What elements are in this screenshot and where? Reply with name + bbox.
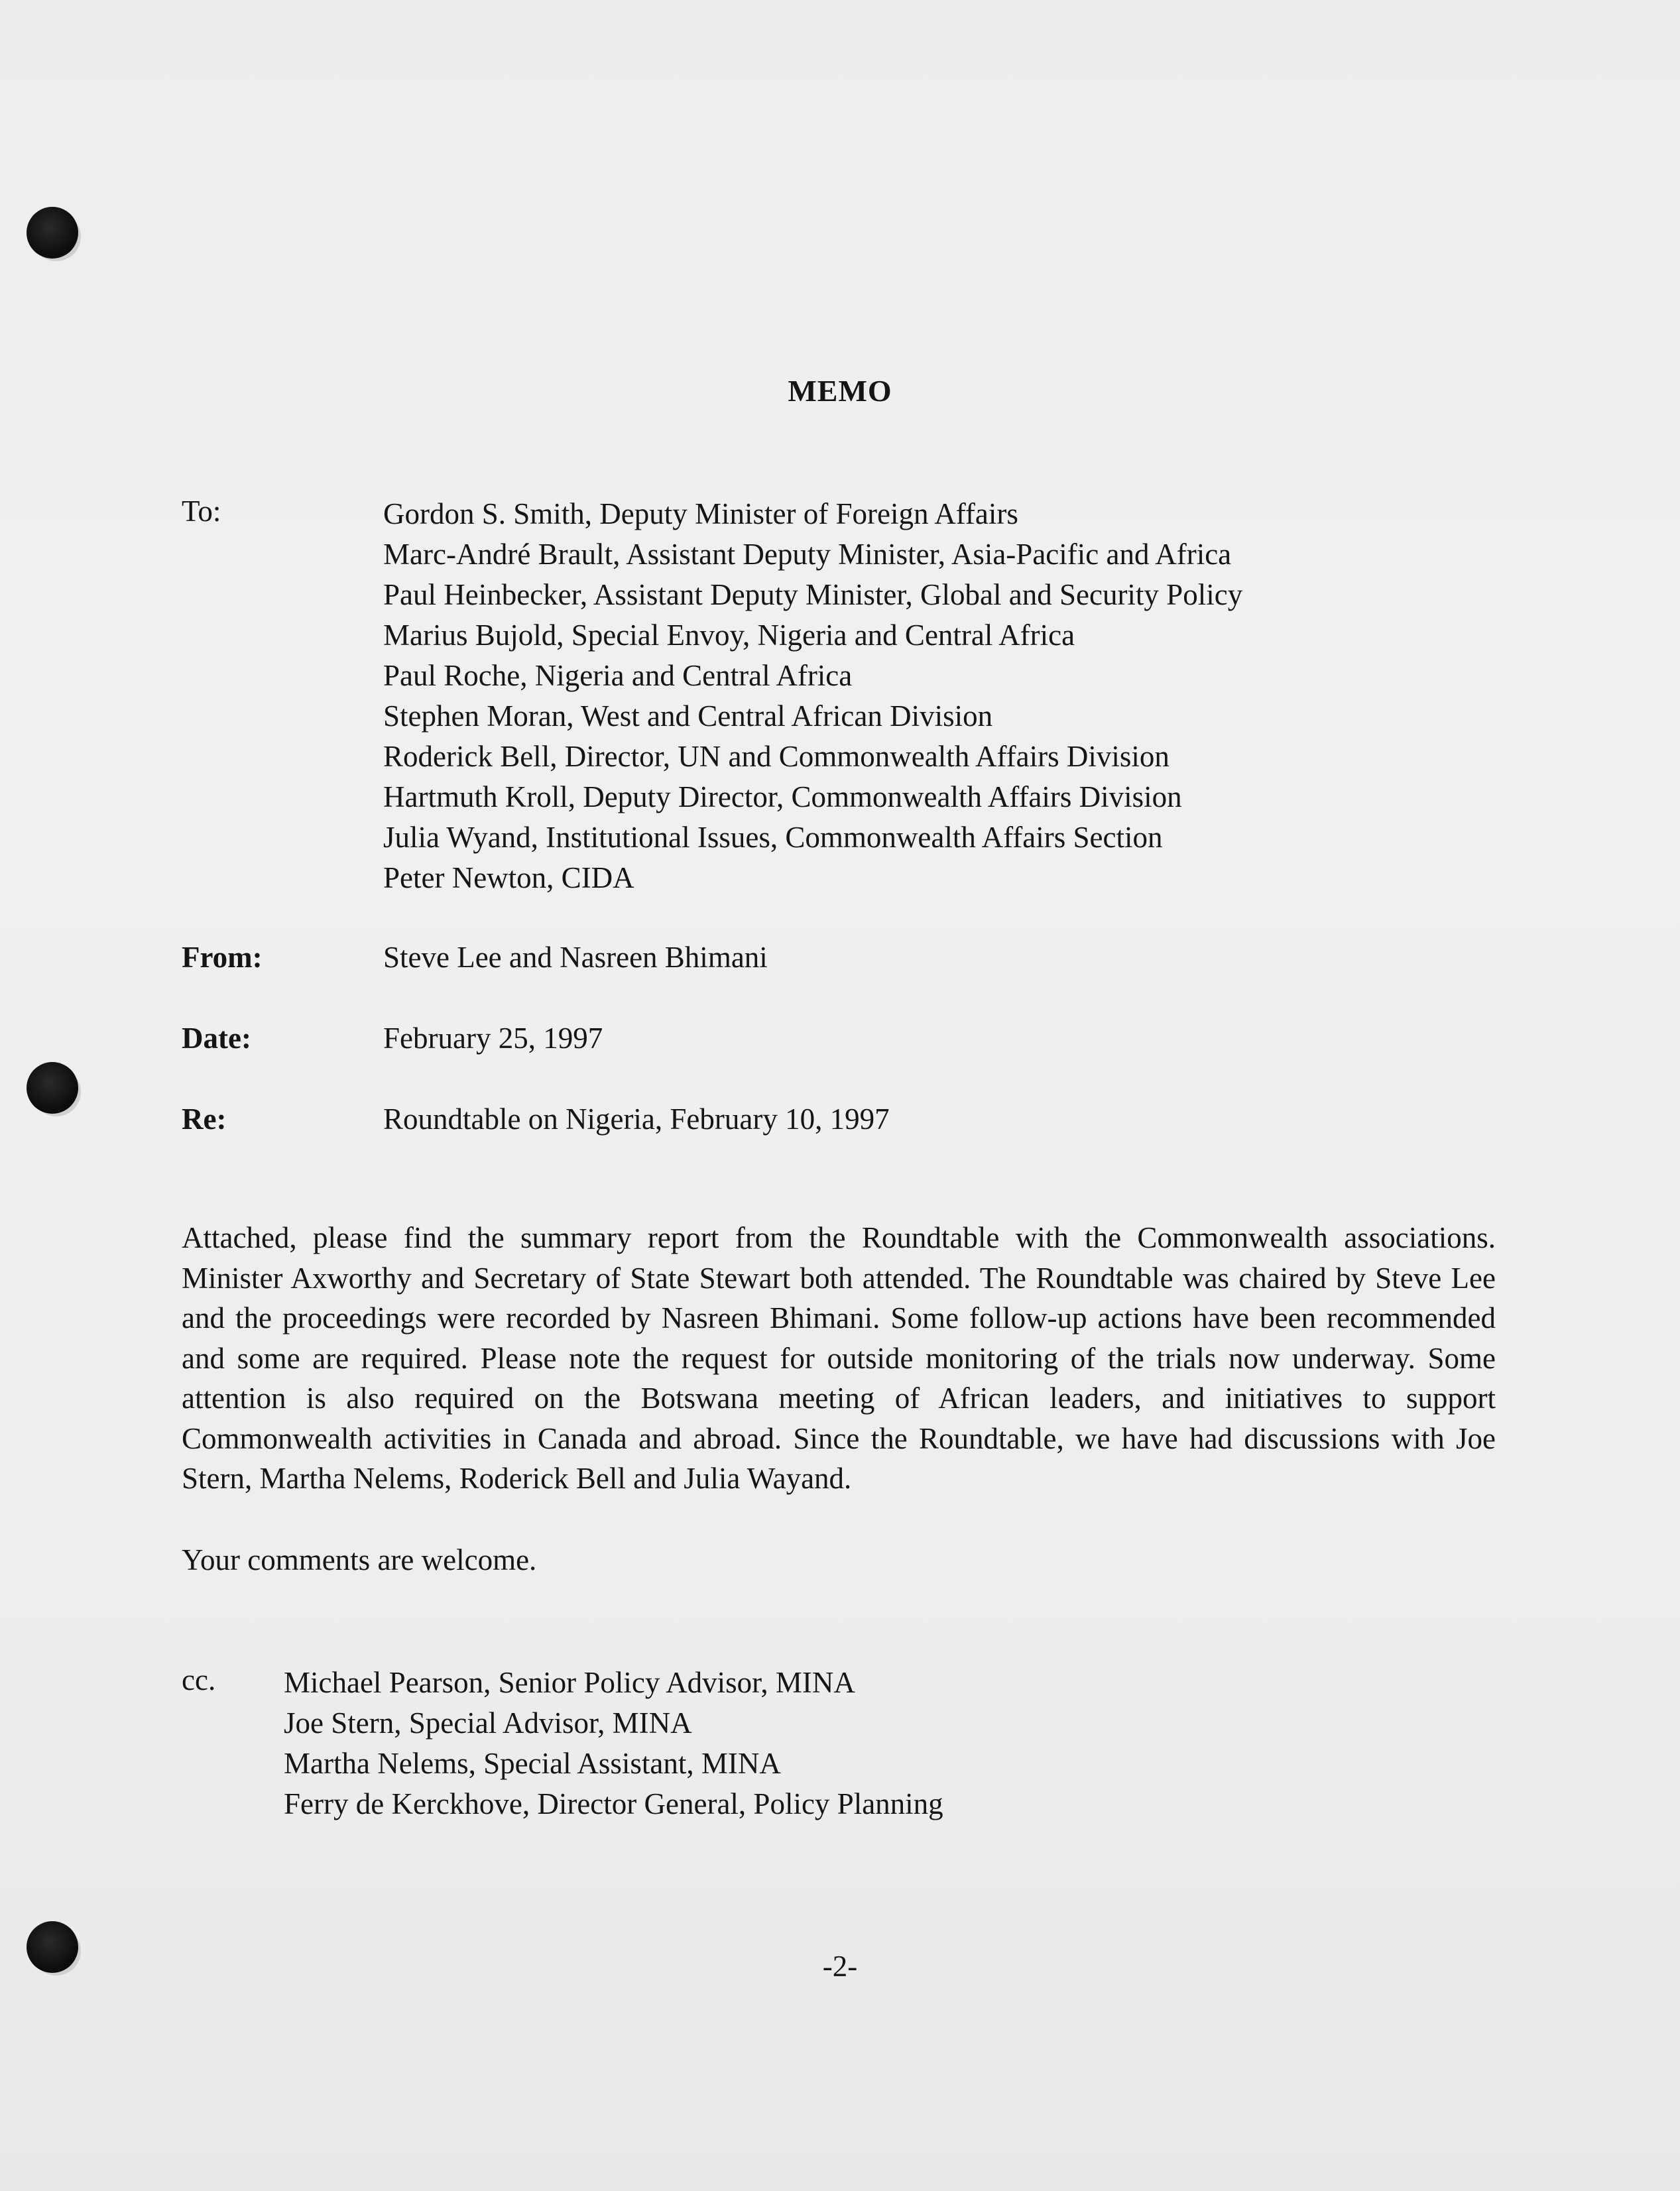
- from-value: Steve Lee and Nasreen Bhimani: [383, 941, 768, 974]
- recipient-item: Marius Bujold, Special Envoy, Nigeria and Central Africa: [383, 619, 1075, 652]
- memo-title: MEMO: [788, 374, 892, 408]
- recipient-item: Peter Newton, CIDA: [383, 861, 634, 894]
- recipient-item: Julia Wyand, Institutional Issues, Commonwealth Affairs Section: [383, 821, 1163, 854]
- cc-label: cc.: [182, 1663, 216, 1696]
- closing-line: Your comments are welcome.: [182, 1543, 537, 1576]
- re-value: Roundtable on Nigeria, February 10, 1997: [383, 1102, 890, 1136]
- memo-body: Attached, please find the summary report from the Roundtable with the Commonwealth associations. Minister Axworthy and Secretary of State Stewart both attended. The Roundtable was chaired by Steve Lee and the proceedings were recorded by Nasreen Bhimani. Some follow-up actions have been recommended and some are required. Please note the request for outside monitoring of the trials now underway. Some attention is also required on the Botswana meeting of African leaders, and initiatives to support Commonwealth activities in Canada and abroad. Since the Roundtable, we have had discussions with Joe Stern, Martha Nelems, Roderick Bell and Julia Wayand.: [182, 1221, 1496, 1495]
- cc-list: [284, 1663, 943, 1824]
- punch-hole-middle: [27, 1062, 78, 1114]
- punch-hole-top: [27, 207, 78, 259]
- recipient-item: Gordon S. Smith, Deputy Minister of Foreign Affairs: [383, 497, 1018, 530]
- recipient-item: Marc-André Brault, Assistant Deputy Minister, Asia-Pacific and Africa: [383, 538, 1232, 571]
- cc-item: Joe Stern, Special Advisor, MINA: [284, 1706, 692, 1740]
- date-label: Date:: [182, 1022, 251, 1055]
- recipient-item: Paul Roche, Nigeria and Central Africa: [383, 659, 853, 692]
- recipient-item: Roderick Bell, Director, UN and Commonwealth Affairs Division: [383, 740, 1170, 773]
- to-label: To:: [182, 495, 221, 528]
- cc-item: Ferry de Kerckhove, Director General, Policy Planning: [284, 1787, 943, 1820]
- from-label: From:: [182, 941, 263, 974]
- date-value: February 25, 1997: [383, 1022, 603, 1055]
- cc-item: Michael Pearson, Senior Policy Advisor, MINA: [284, 1666, 855, 1699]
- recipient-item: Stephen Moran, West and Central African Division: [383, 699, 993, 733]
- recipient-list: [383, 494, 1242, 898]
- cc-item: Martha Nelems, Special Assistant, MINA: [284, 1747, 781, 1780]
- bleed-through-title: [0, 213, 1680, 253]
- re-label: Re:: [182, 1102, 227, 1136]
- recipient-item: Hartmuth Kroll, Deputy Director, Commonwealth Affairs Division: [383, 780, 1182, 813]
- page-number: -2-: [822, 1950, 858, 1983]
- recipient-item: Paul Heinbecker, Assistant Deputy Minister, Global and Security Policy: [383, 578, 1243, 611]
